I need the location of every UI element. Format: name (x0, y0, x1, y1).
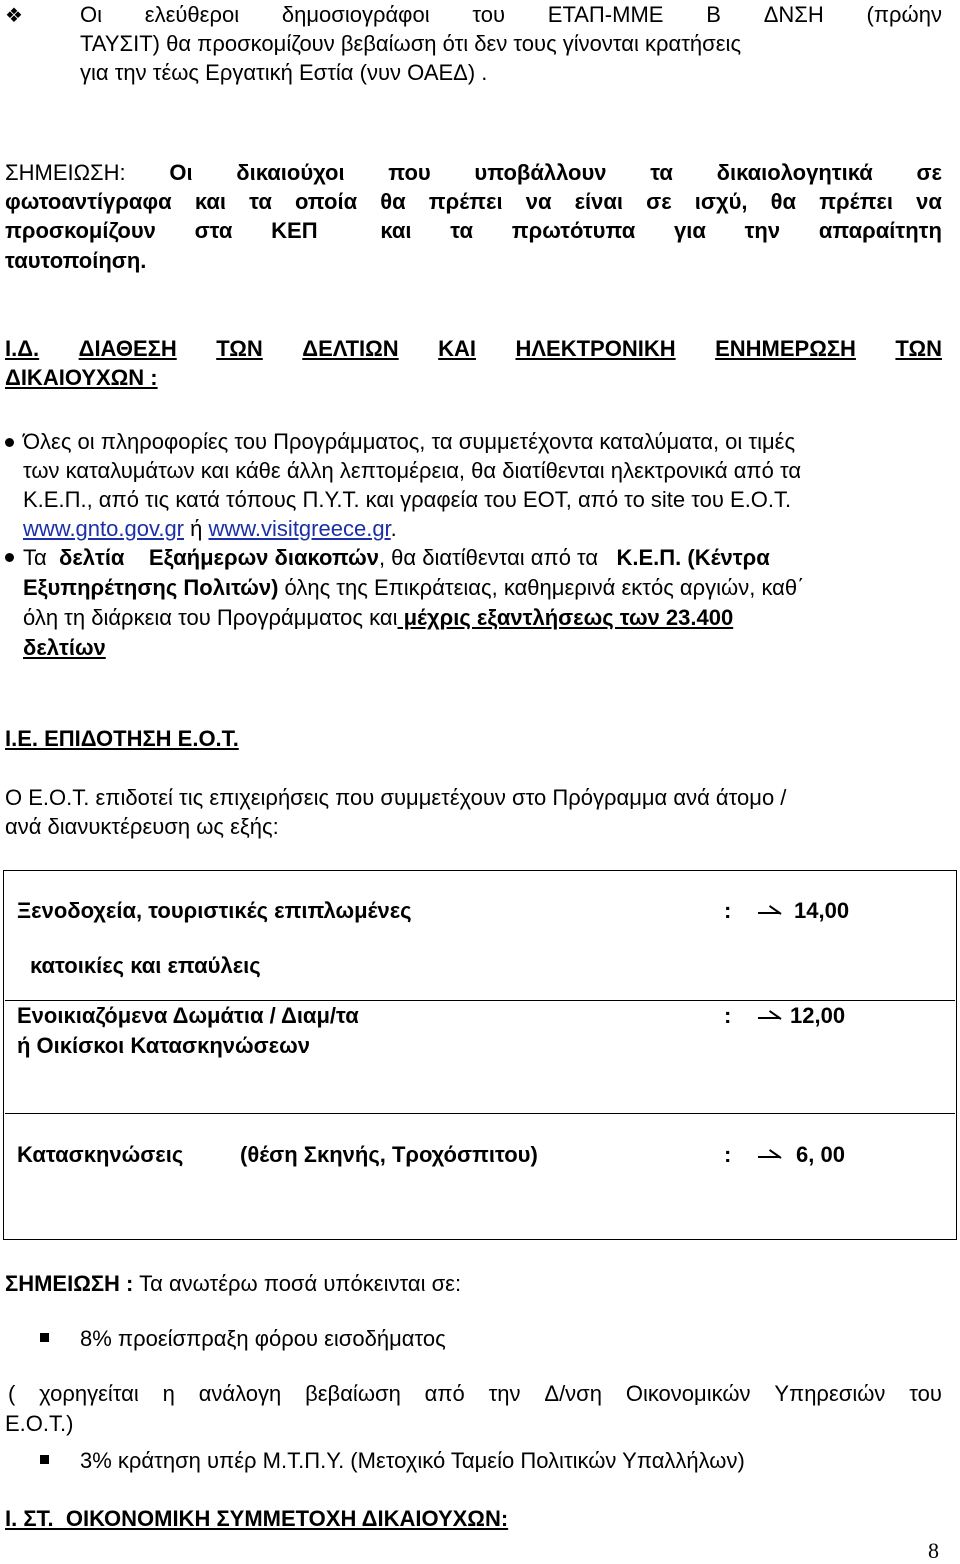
section-st-heading: Ι. ΣΤ. ΟΙΚΟΝΟΜΙΚΗ ΣΥΜΜΕΤΟΧΗ ΔΙΚΑΙΟΥΧΩΝ: (5, 1506, 509, 1531)
d-bullet1-line-1: Όλες οι πληροφορίες του Προγράμματος, τα συμμετέχοντα καταλύματα, οι τιμές (23, 429, 796, 454)
row-colon: : (724, 1142, 732, 1167)
d-bullet1-line-2: των καταλυμάτων και κάθε άλλη λεπτομέρεια, θα διατίθενται ηλεκτρονικά από τα (23, 458, 802, 483)
euro-icon (758, 1156, 780, 1158)
row-label: Ενοικιαζόμενα Δωμάτια / Διαμ/τα (17, 1003, 359, 1028)
section-e-heading: Ι.Ε. ΕΠΙΔΟΤΗΣΗ Ε.Ο.Τ. (5, 726, 239, 751)
note1-line-3: προσκομίζουν στα ΚΕΠ και τα πρωτότυπα για την απαραίτητη (5, 218, 942, 243)
row-label-2: ή Οικίσκοι Κατασκηνώσεων (17, 1033, 310, 1058)
section-d-heading-line-1: Ι.Δ. ΔΙΑΘΕΣΗ ΤΩΝ ΔΕΛΤΙΩΝ ΚΑΙ ΗΛΕΚΤΡΟΝΙΚΗ ΕΝΗΜΕΡΩΣΗ ΤΩΝ (5, 336, 942, 361)
note2-item-2: 3% κράτηση υπέρ Μ.Τ.Π.Υ. (Μετοχικό Ταμείο Πολιτικών Υπαλλήλων) (80, 1448, 745, 1473)
section-e-line-1: Ο Ε.Ο.Τ. επιδοτεί τις επιχειρήσεις που συμμετέχουν στο Πρόγραμμα ανά άτομο / (5, 785, 787, 810)
row-amount: 14,00 (794, 898, 850, 923)
bullet-dot-icon (5, 553, 14, 562)
row-colon: : (724, 898, 732, 923)
visitgreece-link[interactable]: www.visitgreece.gr (208, 516, 391, 541)
page-number: 8 (928, 1538, 939, 1563)
intro-line-3: για την τέως Εργατική Εστία (νυν ΟΑΕΔ) . (80, 60, 488, 85)
gnto-link[interactable]: www.gnto.gov.gr (23, 516, 185, 541)
diamond-bullet-icon: ❖ (5, 5, 23, 27)
section-d-heading-line-2: ΔΙΚΑΙΟΥΧΩΝ : (5, 365, 158, 390)
note1-line-2: φωτοαντίγραφα και τα οποία θα πρέπει να είναι σε ισχύ, θα πρέπει να (5, 189, 942, 214)
row-divider (5, 1000, 955, 1001)
note2-item-1: 8% προείσπραξη φόρου εισοδήματος (80, 1326, 446, 1351)
bullet-dot-icon (5, 438, 14, 447)
note1-line-1: ΣΗΜΕΙΩΣΗ: Οι δικαιούχοι που υποβάλλουν τα δικαιολογητικά σε (5, 160, 942, 185)
note1-line-4: ταυτοποίηση. (5, 248, 147, 273)
note2-line: ΣΗΜΕΙΩΣΗ : Τα ανωτέρω ποσά υπόκεινται σε: (5, 1271, 462, 1296)
d-bullet1-line-4: www.gnto.gov.gr ή www.visitgreece.gr. (23, 516, 397, 541)
d-bullet2-line-4: δελτίων (23, 635, 106, 660)
note2-paren-line-2: Ε.Ο.Τ.) (5, 1411, 74, 1436)
intro-line-2: ΤΑΥΣΙΤ) θα προσκομίζουν βεβαίωση ότι δεν τους γίνονται κρατήσεις (80, 31, 742, 56)
square-bullet-icon (40, 1333, 49, 1342)
row-label-paren: (θέση Σκηνής, Τροχόσπιτου) (240, 1142, 538, 1167)
row-amount: 12,00 (790, 1003, 846, 1028)
row-label: Κατασκηνώσεις (17, 1142, 184, 1167)
row-label: Ξενοδοχεία, τουριστικές επιπλωμένες (17, 898, 412, 923)
row-divider (5, 1113, 955, 1114)
d-bullet2-line-2: Εξυπηρέτησης Πολιτών) όλης της Επικράτειας, καθημερινά εκτός αργιών, καθ΄ (23, 575, 805, 600)
row-amount: 6, 00 (796, 1142, 845, 1167)
row-colon: : (724, 1003, 732, 1028)
euro-icon (758, 1017, 780, 1019)
note2-paren-line-1: ( χορηγείται η ανάλογη βεβαίωση από την Δ/νση Οικονομικών Υπηρεσιών του (8, 1381, 942, 1406)
section-e-line-2: ανά διανυκτέρευση ως εξής: (5, 814, 279, 839)
d-bullet2-line-3: όλη τη διάρκεια του Προγράμματος και μέχρις εξαντλήσεως των 23.400 (23, 605, 734, 630)
d-bullet1-line-3: Κ.Ε.Π., από τις κατά τόπους Π.Υ.Τ. και γραφεία του ΕΟΤ, από το site του Ε.Ο.Τ. (23, 487, 792, 512)
square-bullet-icon (40, 1455, 49, 1464)
euro-icon (758, 912, 780, 914)
row-label-2: κατοικίες και επαύλεις (30, 953, 261, 978)
d-bullet2-line-1: Τα δελτία Εξαήμερων διακοπών, θα διατίθενται από τα Κ.Ε.Π. (Κέντρα (23, 545, 770, 570)
intro-line-1: Οι ελεύθεροι δημοσιογράφοι του ΕΤΑΠ-ΜΜΕ Β ΔΝΣΗ (πρώην (80, 2, 942, 27)
